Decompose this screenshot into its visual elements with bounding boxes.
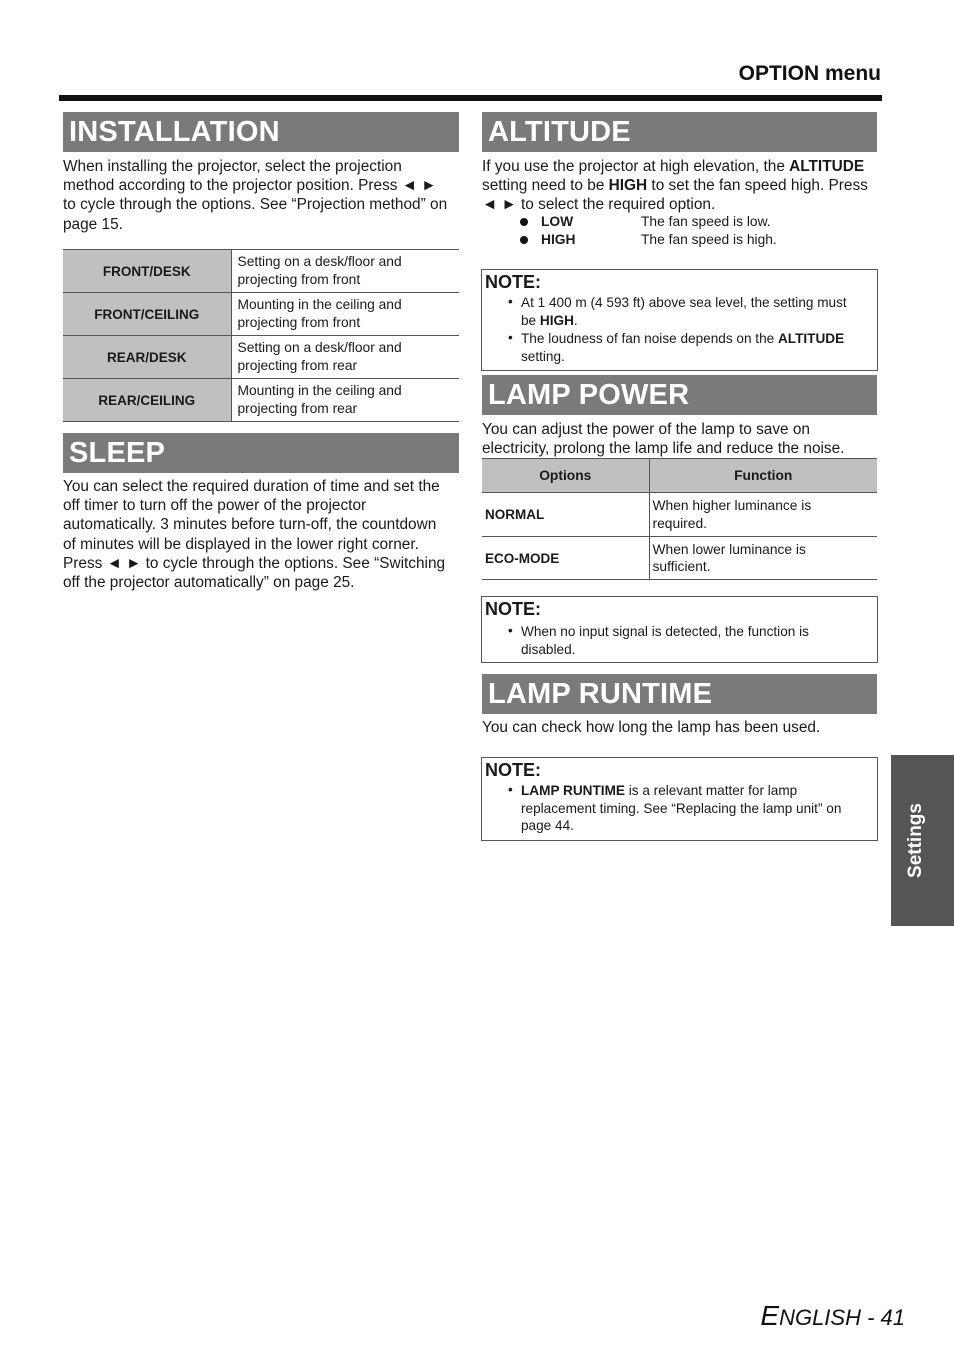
option-label: NORMAL xyxy=(482,493,649,537)
option-description: When lower luminance is sufficient. xyxy=(649,537,877,580)
lamp-power-text xyxy=(482,420,882,458)
option-label: ECO-MODE xyxy=(482,537,649,580)
note-title: NOTE: xyxy=(485,272,541,292)
altitude-text xyxy=(482,157,882,215)
note-item: The loudness of fan noise depends on the ALTITUDE setting. xyxy=(521,331,845,364)
installation-text-line: to cycle through the options. See “Projection method” on xyxy=(63,196,448,214)
altitude-text-line: If you use the projector at high elevation, the ALTITUDE xyxy=(482,158,865,175)
note-item: LAMP RUNTIME is a relevant matter for lamp replacement timing. See “Replacing the lamp unit” on page 44. xyxy=(521,783,842,833)
sleep-heading: SLEEP xyxy=(63,433,459,473)
option-label: FRONT/CEILING xyxy=(63,293,231,336)
note-bullet: • xyxy=(508,330,513,345)
note-title: NOTE: xyxy=(485,760,541,780)
bullet-dot-icon xyxy=(520,236,528,244)
option-label: REAR/CEILING xyxy=(63,379,231,422)
note-item: At 1 400 m (4 593 ft) above sea level, the setting must be HIGH. xyxy=(521,295,847,328)
installation-text-line: When installing the projector, select the projection xyxy=(63,158,402,175)
altitude-text-line: setting need to be HIGH to set the fan speed high. Press xyxy=(482,177,868,195)
option-description: Mounting in the ceiling and projecting from front xyxy=(231,293,459,336)
footer-initial: E xyxy=(760,1300,780,1331)
altitude-text-line: ◄ ► to select the required option. xyxy=(482,196,716,214)
option-description: Setting on a desk/floor and projecting from front xyxy=(231,250,459,293)
installation-text xyxy=(63,157,463,234)
lamp-power-note xyxy=(481,596,878,663)
note-bullet: • xyxy=(508,294,513,309)
option-label: FRONT/DESK xyxy=(63,250,231,293)
altitude-heading: ALTITUDE xyxy=(482,112,877,152)
altitude-option-desc: The fan speed is high. xyxy=(641,232,777,247)
option-description: Setting on a desk/floor and projecting from rear xyxy=(231,336,459,379)
sleep-text-line: You can select the required duration of time and set the xyxy=(63,478,440,495)
note-item: When no input signal is detected, the function is disabled. xyxy=(521,624,809,657)
installation-text-line: method according to the projector position. Press ◄ ► xyxy=(63,177,437,195)
sleep-text-line: off timer to turn off the power of the projector xyxy=(63,497,367,515)
lamp-runtime-text: You can check how long the lamp has been used. xyxy=(482,719,821,736)
installation-table xyxy=(63,249,459,422)
header-rule xyxy=(59,95,882,101)
table-header-row xyxy=(482,459,877,493)
footer-page-number: NGLISH - 41 xyxy=(779,1305,905,1330)
bullet-dot-icon xyxy=(520,218,528,226)
table-row xyxy=(63,336,459,379)
altitude-option-label: LOW xyxy=(541,214,574,229)
table-row xyxy=(63,379,459,422)
note-title: NOTE: xyxy=(485,599,541,619)
table-row xyxy=(482,537,877,580)
sleep-text-line: automatically. 3 minutes before turn-off, the countdown xyxy=(63,516,437,534)
sleep-text-line: off the projector automatically” on page 25. xyxy=(63,574,355,592)
altitude-option-label: HIGH xyxy=(541,232,576,247)
side-tab-label: Settings xyxy=(905,803,926,878)
lamp-power-heading: LAMP POWER xyxy=(482,375,877,415)
lamp-power-text-line: You can adjust the power of the lamp to save on xyxy=(482,421,810,438)
sleep-text-line: Press ◄ ► to cycle through the options. See “Switching xyxy=(63,554,446,572)
table-row xyxy=(482,493,877,537)
lamp-power-text-line: electricity, prolong the lamp life and reduce the noise. xyxy=(482,440,845,458)
sleep-text xyxy=(63,477,463,592)
altitude-note xyxy=(481,269,878,371)
option-description: When higher luminance is required. xyxy=(649,493,877,537)
option-description: Mounting in the ceiling and projecting from rear xyxy=(231,379,459,422)
note-bullet: • xyxy=(508,782,513,797)
column-header-function: Function xyxy=(649,459,877,493)
installation-heading: INSTALLATION xyxy=(63,112,459,152)
table-row xyxy=(63,293,459,336)
note-bullet: • xyxy=(508,623,513,638)
sleep-text-line: of minutes will be displayed in the lower right corner. xyxy=(63,535,419,553)
running-title: OPTION menu xyxy=(738,62,881,85)
option-label: REAR/DESK xyxy=(63,336,231,379)
altitude-option-desc: The fan speed is low. xyxy=(641,214,771,229)
lamp-runtime-heading: LAMP RUNTIME xyxy=(482,674,877,714)
settings-side-tab xyxy=(891,755,954,926)
installation-text-line: page 15. xyxy=(63,215,123,233)
table-row xyxy=(63,250,459,293)
page-footer xyxy=(700,1300,905,1332)
lamp-runtime-note xyxy=(481,757,878,841)
lamp-power-table xyxy=(482,458,877,580)
column-header-options: Options xyxy=(482,459,649,493)
